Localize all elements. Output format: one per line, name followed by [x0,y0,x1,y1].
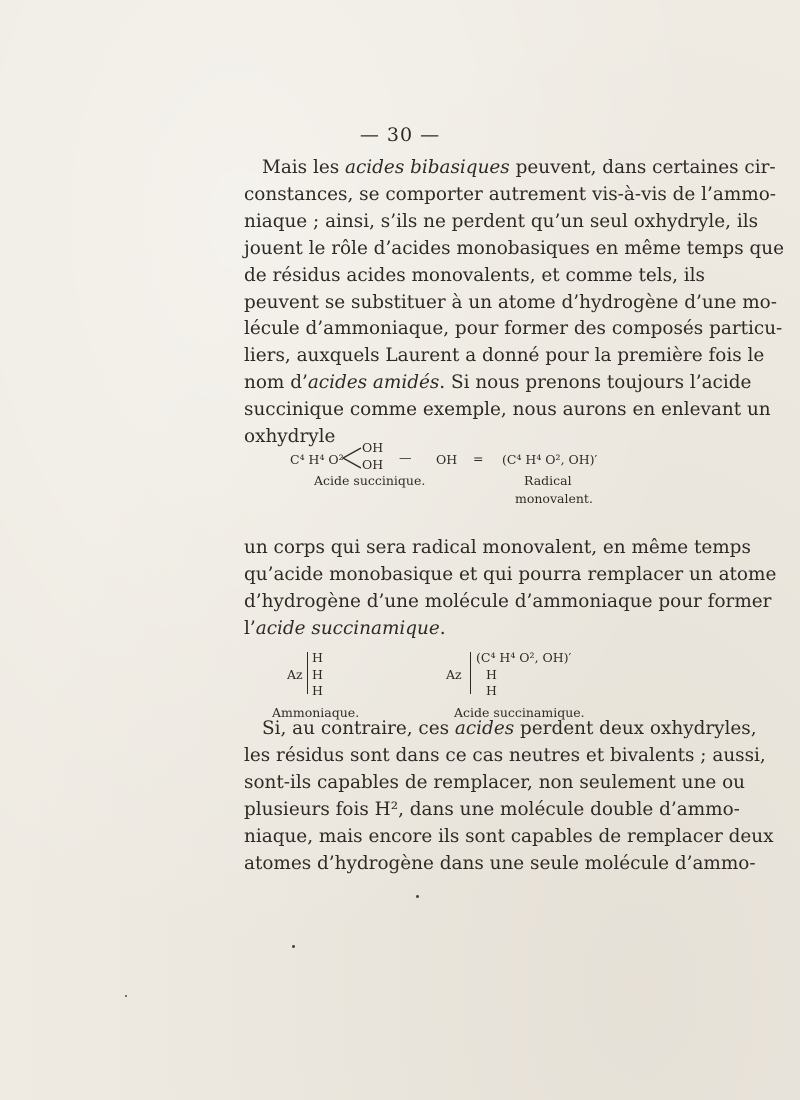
text-line [244,716,757,743]
text-line [244,824,774,851]
text-run: peuvent, dans certaines cir- [509,157,776,178]
formula-oh-term: OH [436,452,458,467]
text-run: Mais les [262,157,346,178]
text-line [244,155,776,182]
text-run: sont-ils capables de remplacer, non seulement une ou [244,771,745,793]
formula-label-radical: Radical [524,473,572,488]
text-line [244,370,752,397]
formula-equals: = [473,451,484,466]
text-run: de résidus acides monovalents, et comme tels, ils [244,264,705,286]
text-run: nom d’ [244,372,308,394]
text-run: atomes d’hydrogène dans une seule molécule d’ammo- [244,852,756,874]
text-line [244,743,766,770]
text-run: plusieurs fois H², dans une molécule double d’ammo- [244,798,740,820]
italic-term: acides bibasiques [345,157,510,178]
text-line [244,263,705,290]
text-line [244,209,759,236]
text-line [244,562,777,589]
text-line [244,182,776,209]
italic-term: acide succinamique [255,617,440,639]
formula-label-ammoniaque: Ammoniaque. [272,705,360,720]
text-run: les résidus sont dans ce cas neutres et bivalents ; aussi, [244,744,766,766]
formula-oh-lower: OH [362,457,384,472]
formula-az-left: Az [287,667,303,682]
text-run: qu’acide monobasique et qui pourra remplacer un atome [244,563,777,585]
text-run: d’hydrogène d’une molécule d’ammoniaque pour former [244,590,772,612]
formula-h1: H [312,650,323,665]
text-run: succinique comme exemple, nous aurons en enlevant un [244,399,771,421]
paper-speck [416,895,419,898]
text-line [244,797,740,824]
text-run: l’ [244,617,256,639]
text-line [244,770,745,797]
formula-h2: H [312,667,323,682]
italic-term: acides amidés [307,372,440,394]
text-line [244,851,756,878]
brace-left [307,652,308,694]
formula-label-acide: Acide succinique. [314,473,426,488]
formula-oh-upper: OH [362,440,384,455]
brace-right [470,652,471,694]
paragraph-deux-oxhydryles [244,716,774,877]
text-line [244,236,784,263]
text-line [244,316,783,343]
page-number: — 30 — [359,124,441,146]
formula-minus: — [399,450,412,465]
text-run: liers, auxquels Laurent a donné pour la première fois le [244,345,765,367]
paper-speck [292,945,295,948]
text-run: niaque, mais encore ils sont capables de remplacer deux [244,825,774,847]
formula-az-right: Az [446,667,462,682]
text-run: constances, se comporter autrement vis-à-vis de l’ammo- [244,183,776,205]
paragraph-corps-monovalent [244,535,777,643]
angle-bracket-icon [341,446,363,470]
formula-radical-2: (C⁴ H⁴ O², OH)′ [476,650,572,665]
text-line [244,589,772,616]
formula-h3: H [312,683,323,698]
text-run: . [439,617,446,639]
formula-label-succinamique: Acide succinamique. [454,705,585,720]
text-run: peuvent se substituer à un atome d’hydrogène d’une mo- [244,291,777,313]
text-run: . Si nous prenons toujours l’acide [439,372,752,394]
formula-left-term: C⁴ H⁴ O² [290,452,344,467]
text-line [244,424,672,451]
text-line [244,290,777,317]
text-run: un corps qui sera radical monovalent, en même temps [244,537,751,558]
text-run: oxhydryle [244,426,336,448]
text-line [244,343,765,370]
text-run: Si, au contraire, ces [262,718,455,739]
formula-h4: H [486,667,497,682]
text-line [244,616,672,643]
text-run: niaque ; ainsi, s’ils ne perdent qu’un seul oxhydryle, ils [244,210,759,232]
formula-radical: (C⁴ H⁴ O², OH)′ [502,452,598,467]
formula-h5: H [486,683,497,698]
text-line [244,535,751,562]
formula-label-monovalent: monovalent. [515,491,593,506]
italic-term: acides [454,718,515,739]
paper-speck [125,995,127,997]
text-run: perdent deux oxhydryles, [514,718,757,739]
text-line [244,397,771,424]
text-run: jouent le rôle d’acides monobasiques en même temps que [244,237,784,259]
paragraph-acides-bibasiques [244,155,784,451]
text-run: lécule d’ammoniaque, pour former des composés particu- [244,318,783,340]
